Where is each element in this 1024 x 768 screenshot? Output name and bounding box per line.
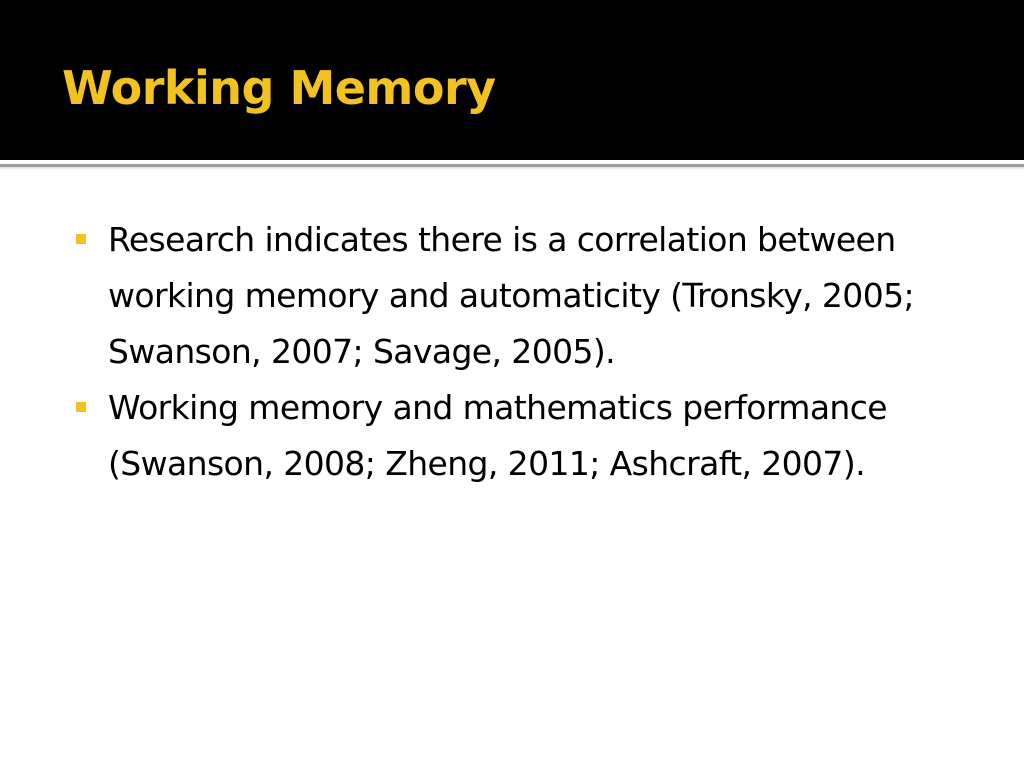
- title-bar: [0, 0, 1024, 160]
- square-bullet-icon: [76, 234, 86, 244]
- slide-title: Working Memory: [62, 61, 496, 115]
- title-divider-shadow: [0, 167, 1024, 170]
- bullet-list: [72, 212, 952, 492]
- bullet-item: [72, 380, 952, 492]
- square-bullet-icon: [76, 402, 86, 412]
- bullet-item: [72, 212, 952, 380]
- bullet-text: Working memory and mathematics performance (Swanson, 2008; Zheng, 2011; Ashcraft, 2007).: [108, 388, 887, 483]
- bullet-text: Research indicates there is a correlation between working memory and automaticity (Tronsky, 2005; Swanson, 2007; Savage, 2005).: [108, 220, 915, 371]
